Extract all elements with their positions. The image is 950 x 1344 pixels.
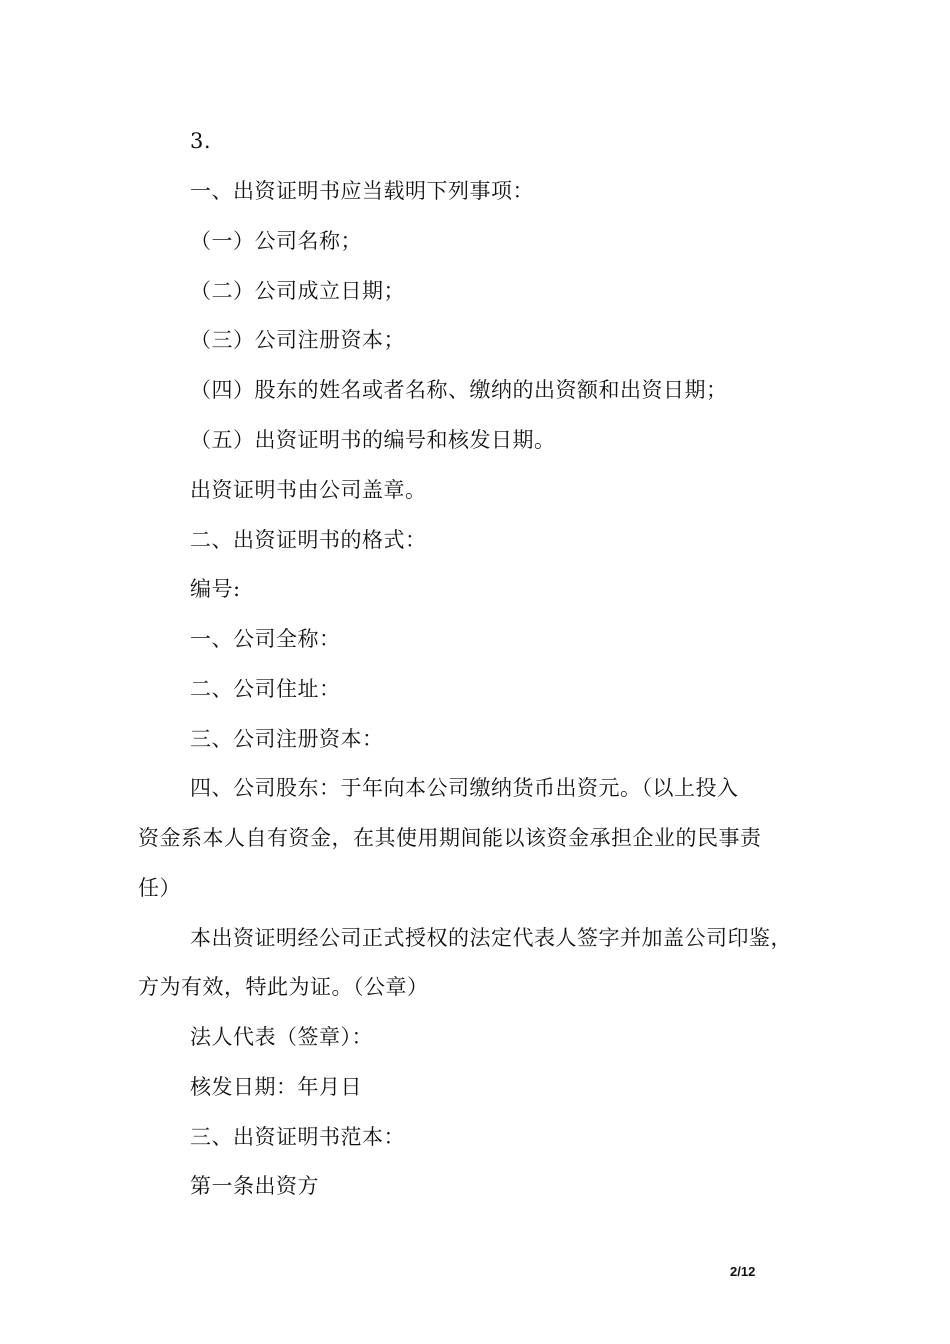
field-company-full-name: 一、公司全称： [190, 627, 341, 651]
paragraph-shareholder-line2: 资金系本人自有资金，在其使用期间能以该资金承担企业的民事责 [138, 826, 762, 850]
item-certificate-number: （五）出资证明书的编号和核发日期。 [190, 428, 556, 452]
paragraph-company-seal: 出资证明书由公司盖章。 [190, 478, 427, 502]
heading-required-items: 一、出资证明书应当载明下列事项： [190, 179, 534, 203]
page-number: 2/12 [730, 1264, 756, 1279]
section-number: 3. [190, 129, 212, 153]
heading-certificate-format: 二、出资证明书的格式： [190, 528, 427, 552]
article-one-investor: 第一条出资方 [190, 1174, 319, 1198]
field-issue-date: 核发日期：年月日 [190, 1075, 362, 1099]
field-company-address: 二、公司住址： [190, 677, 341, 701]
paragraph-shareholder-line3: 任） [138, 876, 181, 900]
paragraph-validity-line2: 方为有效，特此为证。（公章） [138, 975, 429, 999]
item-shareholder-info: （四）股东的姓名或者名称、缴纳的出资额和出资日期； [190, 378, 728, 402]
heading-certificate-sample: 三、出资证明书范本： [190, 1125, 405, 1149]
item-registered-capital: （三）公司注册资本； [190, 328, 405, 352]
paragraph-validity-line1: 本出资证明经公司正式授权的法定代表人签字并加盖公司印鉴， [190, 926, 792, 950]
field-number: 编号: [190, 577, 241, 601]
field-registered-capital: 三、公司注册资本： [190, 727, 384, 751]
paragraph-shareholder-line1: 四、公司股东：于年向本公司缴纳货币出资元。（以上投入 [190, 776, 739, 800]
item-company-name: （一）公司名称； [190, 229, 362, 253]
item-establish-date: （二）公司成立日期； [190, 279, 405, 303]
field-legal-representative: 法人代表（签章）： [190, 1025, 373, 1049]
